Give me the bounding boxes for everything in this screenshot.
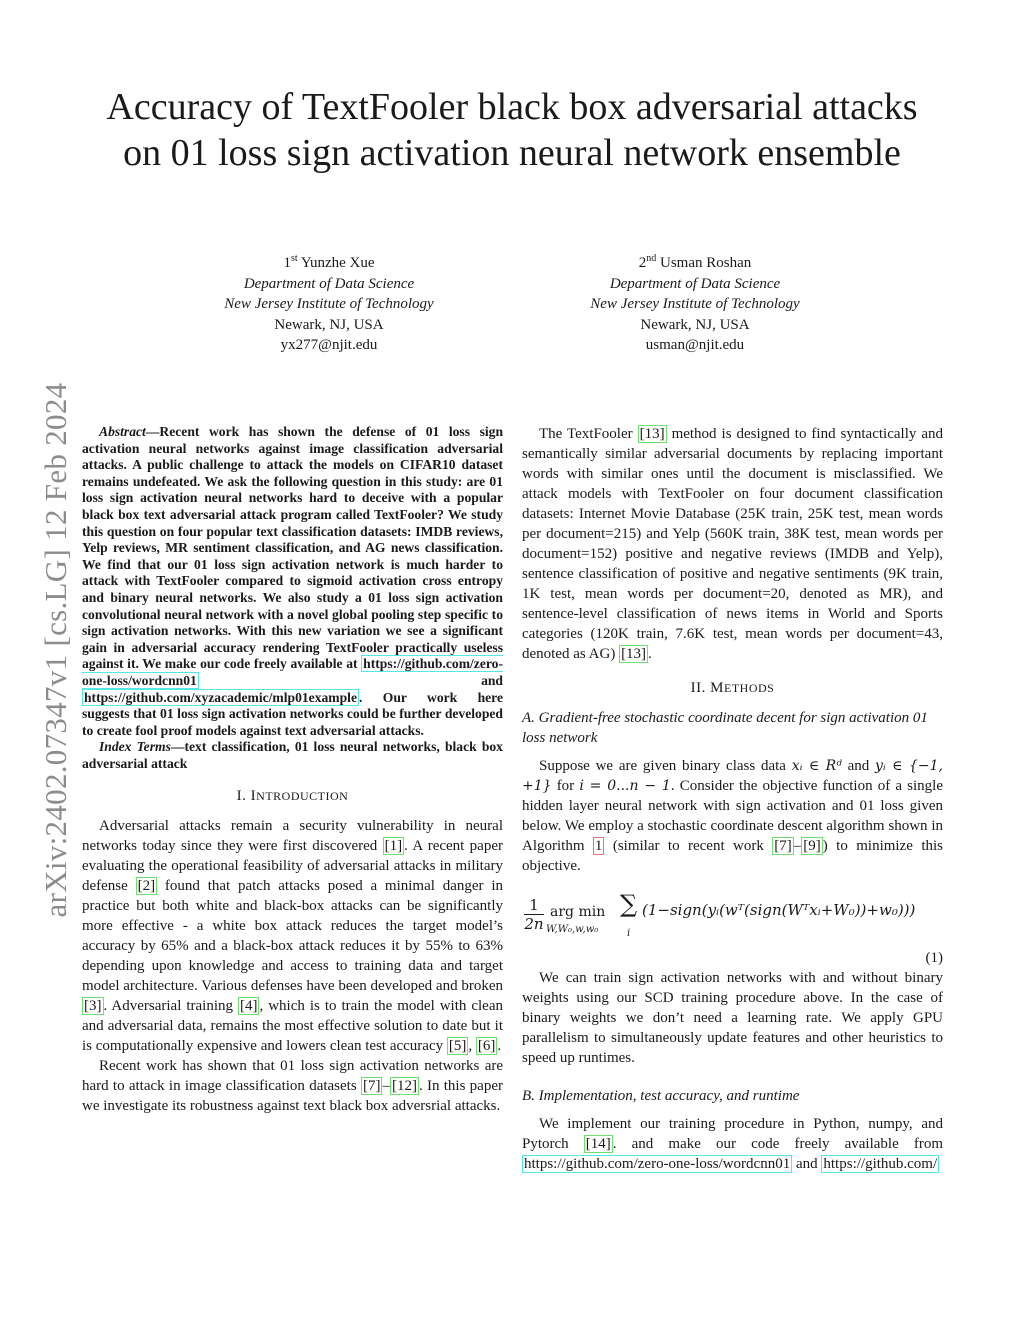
- author-2-inst: New Jersey Institute of Technology: [590, 296, 800, 312]
- equation-body: (1−sign(yᵢ(wᵀ(sign(Wᵀxᵢ+W₀))+w₀))): [642, 901, 916, 919]
- subsection-a-heading: A. Gradient-free stochastic coordinate decent for sign activation 01 loss network: [522, 710, 928, 746]
- objective-equation: [522, 890, 943, 948]
- author-1: [169, 249, 489, 356]
- section-heading-introduction: I. INTRODUCTION: [236, 788, 349, 805]
- citation-9[interactable]: [9]: [803, 838, 821, 854]
- citation-12[interactable]: [12]: [391, 1078, 417, 1095]
- right-column: [522, 424, 943, 1174]
- index-terms: Index Terms—text classification, 01 loss neural networks, black box adversarial attack: [82, 739, 503, 771]
- equation-fraction: $\frac{1}{2n}$: [524, 896, 544, 933]
- author-1-location: Newark, NJ, USA: [274, 316, 384, 333]
- author-1-dept: Department of Data Science: [243, 275, 415, 292]
- equation-number: (1): [925, 950, 943, 966]
- author-1-name: 1st Yunzhe Xue: [283, 253, 375, 271]
- author-2: [535, 249, 855, 356]
- methods-paragraph-2: We can train sign activation networks with and without binary weights using our SCD training procedure above. In the case of binary weights we don’t need a learning rate. We apply GPU parallelism to simultaneously update features and other heuristics to speed up runtimes.: [522, 970, 943, 1066]
- arxiv-sidebar: [31, 355, 81, 945]
- citation-2[interactable]: [2]: [137, 878, 156, 895]
- methods-paragraph-1: Suppose we are given binary class data xᵢ ∈ Rᵈ and yᵢ ∈ {−1, +1} for i = 0...n − 1. Consider the objective function of a single hidden layer neural network with sign activation and 01 loss given below. We employ a stochastic coordinate descent algorithm shown in Algorithm 1 (similar to recent work [7] – [9] ) to minimize this objective.: [522, 758, 944, 874]
- section-heading-methods: II. METHODS: [690, 680, 775, 696]
- arxiv-identifier: arXiv:2402.07347v1 [cs.LG] 12 Feb 2024: [38, 382, 73, 918]
- textfooler-paragraph: The TextFooler [13] method is designed to find syntactically and semantically similar adversarial documents by replacing important words with similar ones until the document is misclassified. We attack models with TextFooler on four document classification datasets: Internet Movie Database (25K train, 25K test, mean words per document=215) and Yelp (560K train, 38K test, mean words per document=152) positive and negative reviews (IMDB and Yelp), sentence classification of positive and negative sentiments (9K train, 1K test, mean words per document=20, denoted as MR), and sentence-level classification of news items in World and Sports categories (120K train, 7.6K test, mean words per document=43, denoted as AG) [13] .: [522, 426, 943, 662]
- author-1-inst: New Jersey Institute of Technology: [224, 296, 434, 312]
- citation-7b[interactable]: [7]: [774, 838, 792, 854]
- author-1-email[interactable]: yx277@njit.edu: [280, 337, 378, 353]
- citation-4[interactable]: [4]: [239, 998, 258, 1015]
- intro-paragraph-2: Recent work has shown that 01 loss sign activation networks are hard to attack in image classification datasets [7] – [12] . In this paper we investigate its robustness against text black box adversrial attacks.: [82, 1058, 503, 1115]
- author-2-dept: Department of Data Science: [609, 275, 781, 292]
- citation-5[interactable]: [5]: [448, 1038, 467, 1055]
- algorithm-1-ref[interactable]: 1: [594, 838, 603, 854]
- citation-6[interactable]: [6]: [477, 1038, 496, 1055]
- paper-title: Accuracy of TextFooler black box adversarial attacks on 01 loss sign activation neural network ensemble: [106, 86, 918, 174]
- citation-3[interactable]: [3]: [84, 998, 102, 1015]
- citation-7[interactable]: [7]: [362, 1078, 381, 1095]
- equation-argmin: arg min W,W₀,w,w₀: [546, 904, 606, 935]
- citation-14[interactable]: [14]: [585, 1136, 611, 1152]
- abstract: Abstract—Recent work has shown the defense of 01 loss sign activation neural networks against image classification adversarial attacks. A public challenge to attack the models on CIFAR10 dataset remains undefeated. We ask the following question in this study: are 01 loss sign activation neural networks hard to deceive with a popular black box text adversarial attack program called TextFooler? We study this question on four popular text classification datasets: IMDB reviews, Yelp reviews, MR sentiment classification, and AG news classification. We find that our 01 loss sign activation network is much harder to attack with TextFooler compared to sigmoid activation cross entropy and binary neural networks. We also study a 01 loss sign activation convolutional neural network with a novel global pooling step specific to sign activation networks. With this new variation we see a significant gain in adversarial accuracy rendering TextFooler practically useless against it. We make our code freely available at https://github.com/zero-one-loss/wordcnn01 and https://github.com/xyzacademic/mlp01example . Our work here suggests that 01 loss sign activation networks could be further developed to create fool proof models against text adversarial attacks.: [82, 424, 503, 738]
- author-2-name: 2nd Usman Roshan: [638, 253, 752, 271]
- intro-paragraph-1: Adversarial attacks remain a security vulnerability in neural networks today since they were first discovered [1] . A recent paper evaluating the operational feasibility of adversarial attacks in military defense [2] found that patch attacks posed a minimal danger in practice but both white and black-box attacks can be significantly more effective - a white box attack reduces the target model’s accuracy by 65% and a black-box attack reduces it by 55% to 63% depending upon knowledge and access to training data and target model architecture. Various defenses have been developed and broken [3] . Adversarial training [4] , which is to train the model with clean and adversarial data, remains the most effective solution to date but it is computationally expensive and lowers clean test accuracy [5] , [6] .: [82, 818, 503, 1055]
- citation-13[interactable]: [13]: [639, 426, 665, 442]
- citation-13-second[interactable]: [13]: [621, 646, 647, 662]
- code-link-wordcnn01[interactable]: https://github.com/zero-one-loss/wordcnn01: [82, 656, 503, 688]
- subsection-b-heading: B. Implementation, test accuracy, and runtime: [522, 1088, 800, 1104]
- equation-sum: ∑ i: [620, 890, 638, 939]
- author-2-email[interactable]: usman@njit.edu: [645, 337, 745, 353]
- code-link-github-body[interactable]: https://github.com/: [823, 1156, 938, 1172]
- left-column: [82, 424, 503, 1116]
- code-link-mlp01example[interactable]: https://github.com/xyzacademic/mlp01example: [84, 689, 357, 705]
- implementation-paragraph: We implement our training procedure in Python, numpy, and Pytorch [14] . and make our code freely available from https://github.com/zero-one-loss/wordcnn01 and https://github.com/: [522, 1116, 943, 1172]
- code-link-wordcnn01-body[interactable]: https://github.com/zero-one-loss/wordcnn01: [524, 1156, 791, 1172]
- citation-1[interactable]: [1]: [384, 838, 403, 855]
- author-2-location: Newark, NJ, USA: [640, 316, 750, 333]
